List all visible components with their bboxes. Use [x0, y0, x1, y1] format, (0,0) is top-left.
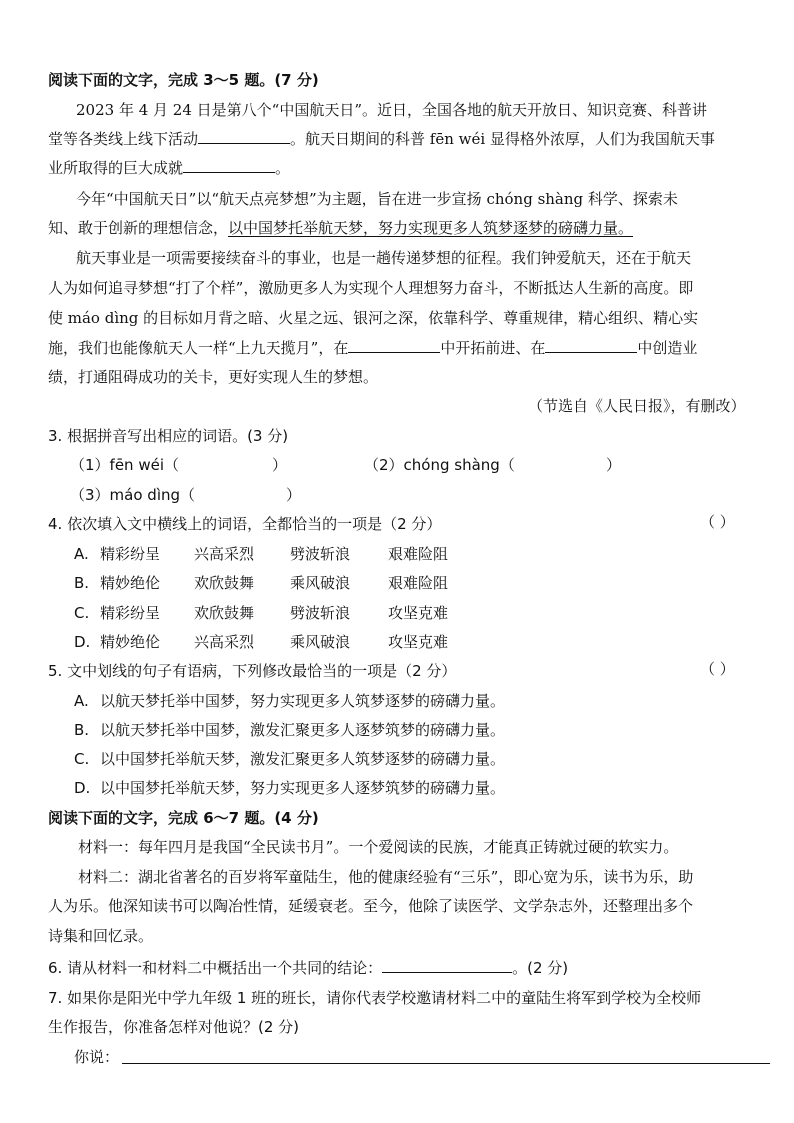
material-two-line2: 人为乐。他深知读书可以陶冶性情，延缓衰老。至今，他除了读医学、文学杂志外，还整理出多个: [48, 897, 694, 915]
option-label: B.: [74, 721, 90, 739]
option-text: 以航天梦托举中国梦，激发汇聚更多人逐梦筑梦的磅礴力量。: [100, 721, 506, 739]
q4-option-b[interactable]: [74, 573, 449, 593]
q4-option-c[interactable]: [74, 603, 449, 623]
q5-option-d[interactable]: [74, 778, 506, 798]
q6-line: [48, 958, 568, 978]
fill-blank-3[interactable]: [348, 338, 440, 353]
q6-answer-blank[interactable]: [382, 958, 512, 973]
passage-p3-line2: 人为如何追寻梦想“打了个样”，激励更多人为实现个人理想努力奋斗，不断抵达人生新的高度。即: [48, 279, 694, 297]
q6-tail: 。(2 分): [512, 959, 569, 977]
passage-source: （节选自《人民日报》，有删改）: [528, 397, 746, 415]
section1-heading: 阅读下面的文字，完成 3～5 题。(7 分): [48, 71, 319, 89]
option-word: 兴高采烈: [194, 545, 255, 563]
q3-stem: 3. 根据拼音写出相应的词语。(3 分): [48, 427, 289, 445]
q3-item3: （3）máo dìng（: [70, 486, 196, 504]
option-text: 以中国梦托举航天梦，激发汇聚更多人筑梦逐梦的磅礴力量。: [100, 750, 506, 768]
passage-p2-line2a: 知、敢于创新的理想信念，: [48, 219, 229, 237]
passage-p1-line3b: 。: [275, 159, 291, 177]
q5-option-a[interactable]: [74, 691, 506, 711]
q7-stem-line1: 7. 如果你是阳光中学九年级 1 班的班长，请你代表学校邀请材料二中的童陆生将军到学校为全校师: [48, 989, 702, 1007]
option-label: C.: [74, 604, 90, 622]
option-label: A.: [74, 692, 89, 710]
material-two-line3: 诗集和回忆录。: [48, 927, 154, 945]
passage-p3-line5: 绩，打通阻碍成功的关卡，更好实现人生的梦想。: [48, 368, 379, 386]
passage-p3-line4c: 中创造业: [637, 339, 698, 357]
passage-p1-line2: [48, 129, 715, 149]
option-word: 乘风破浪: [290, 574, 351, 592]
passage-p1-line2a: 堂等各类线上线下活动: [48, 130, 199, 148]
passage-p1-line3a: 业所取得的巨大成就: [48, 159, 184, 177]
passage-p3-line4: [48, 338, 697, 358]
q7-stem-line2: 生作报告，你准备怎样对他说？(2 分): [48, 1018, 300, 1036]
passage-p1-line3: [48, 158, 290, 178]
q5-option-c[interactable]: [74, 749, 506, 769]
option-word: 精妙绝伦: [100, 574, 161, 592]
q3-item3-close: ）: [286, 486, 302, 504]
fill-blank-4[interactable]: [545, 338, 637, 353]
q4-option-d[interactable]: [74, 632, 449, 652]
passage-p2-line2: [48, 218, 633, 238]
option-word: 精妙绝伦: [100, 633, 161, 651]
passage-p3-line1: 航天事业是一项需要接续奋斗的事业，也是一趟传递梦想的征程。我们钟爱航天，还在于航天: [76, 249, 692, 267]
q5-stem: 5. 文中划线的句子有语病，下列修改最恰当的一项是（2 分）: [48, 662, 457, 680]
passage-p3-line4b: 中开拓前进、在: [440, 339, 546, 357]
option-word: 艰难险阻: [388, 574, 449, 592]
section2-heading: 阅读下面的文字，完成 6～7 题。(4 分): [48, 809, 319, 827]
q3-item1: （1）fēn wéi（: [70, 456, 179, 474]
q4-answer-paren[interactable]: （ ）: [700, 513, 735, 531]
q4-stem: 4. 依次填入文中横线上的词语，全都恰当的一项是（2 分）: [48, 515, 442, 533]
option-label: D.: [74, 779, 91, 797]
option-text: 以航天梦托举中国梦，努力实现更多人筑梦逐梦的磅礴力量。: [100, 692, 506, 710]
option-word: 劈波斩浪: [290, 604, 351, 622]
q4-option-a[interactable]: [74, 544, 449, 564]
option-word: 艰难险阻: [388, 545, 449, 563]
option-word: 劈波斩浪: [290, 545, 351, 563]
option-word: 精彩纷呈: [100, 545, 161, 563]
passage-p2-line1: 今年“中国航天日”以“航天点亮梦想”为主题，旨在进一步宣扬 chóng shàng 科学、探索未: [76, 190, 678, 208]
q3-item2: （2）chóng shàng（: [364, 456, 515, 474]
option-label: C.: [74, 750, 90, 768]
q7-answer-label: 你说：: [74, 1048, 120, 1066]
option-label: D.: [74, 633, 91, 651]
option-word: 攻坚克难: [388, 633, 449, 651]
q5-answer-paren[interactable]: （ ）: [700, 660, 735, 678]
option-word: 攻坚克难: [388, 604, 449, 622]
q7-answer-line[interactable]: [122, 1063, 770, 1064]
passage-p1-line1: 2023 年 4 月 24 日是第八个“中国航天日”。近日，全国各地的航天开放日、知识竞赛、科普讲: [76, 101, 707, 119]
q5-option-b[interactable]: [74, 720, 506, 740]
fill-blank-1[interactable]: [198, 129, 290, 144]
q3-item2-close: ）: [606, 456, 622, 474]
option-label: A.: [74, 545, 89, 563]
option-word: 精彩纷呈: [100, 604, 161, 622]
passage-p1-line2b: 。航天日期间的科普 fēn wéi 显得格外浓厚，人们为我国航天事: [290, 130, 715, 148]
option-text: 以中国梦托举航天梦，努力实现更多人逐梦筑梦的磅礴力量。: [100, 779, 506, 797]
material-two-line1: 材料二：湖北省著名的百岁将军童陆生，他的健康经验有“三乐”，即心宽为乐，读书为乐，助: [78, 868, 694, 886]
underlined-sentence: 以中国梦托举航天梦，努力实现更多人筑梦逐梦的磅礴力量。: [228, 219, 634, 237]
passage-p3-line4a: 施，我们也能像航天人一样“上九天揽月”，在: [48, 339, 349, 357]
q6-stem: 6. 请从材料一和材料二中概括出一个共同的结论：: [48, 959, 383, 977]
option-word: 欢欣鼓舞: [194, 604, 255, 622]
option-word: 乘风破浪: [290, 633, 351, 651]
passage-p3-line3: 使 máo dìng 的目标如月背之暗、火星之远、银河之深，依靠科学、尊重规律，精心组织、精心实: [48, 309, 699, 327]
q3-item1-close: ）: [272, 456, 288, 474]
material-one: 材料一：每年四月是我国“全民读书月”。一个爱阅读的民族，才能真正铸就过硬的软实力。: [78, 838, 679, 856]
option-word: 欢欣鼓舞: [194, 574, 255, 592]
option-label: B.: [74, 574, 90, 592]
option-word: 兴高采烈: [194, 633, 255, 651]
fill-blank-2[interactable]: [183, 158, 275, 173]
